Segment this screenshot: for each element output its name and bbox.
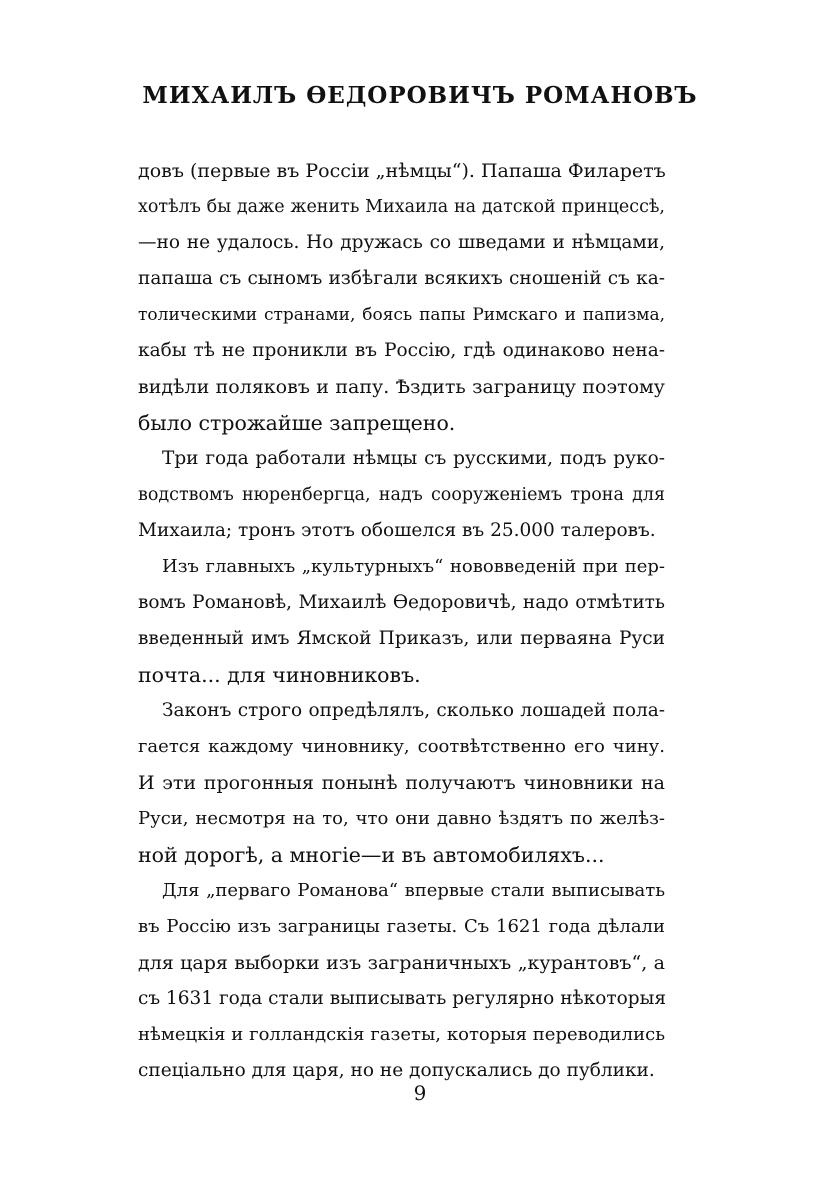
text-line: нѣмецкiя и голландскiя газеты, которыя переводились	[138, 1024, 665, 1045]
text-line: водствомъ нюренбергца, надъ сооруженiемъ трона для	[138, 485, 665, 505]
text-line: Изъ главныхъ „культурныхъ“ нововведенiй при пер-	[162, 556, 665, 577]
text-line: гается каждому чиновнику, соотвѣтственно его чину.	[138, 736, 665, 757]
text-line: кабы тѣ не проникли въ Россiю, гдѣ одинаково нена-	[138, 340, 665, 361]
text-line: съ 1631 года стали выписывать регулярно нѣкоторыя	[138, 988, 666, 1009]
text-line: было строжайше запрещено.	[138, 411, 456, 435]
text-line: Руси, несмотря на то, что они давно ѣздятъ по желѣз-	[138, 808, 665, 829]
running-header: МИХАИЛЪ ӨЕДОРОВИЧЪ РОМАНОВЪ	[142, 82, 698, 109]
text-line: Законъ строго опредѣлялъ, сколько лошадей пола-	[162, 700, 665, 721]
text-line: папаша съ сыномъ избѣгали всякихъ сношенiй съ ка-	[138, 268, 665, 289]
text-line: въ Россiю изъ заграницы газеты. Съ 1621 года дѣлали	[138, 916, 665, 937]
text-line: ной дорогѣ, а многiе—и въ автомобиляхъ...	[138, 843, 605, 867]
text-line: почта... для чиновниковъ.	[138, 663, 421, 687]
text-line: довъ (первые въ Россiи „нѣмцы“). Папаша Филаретъ	[138, 160, 666, 182]
text-line: спецiально для царя, но не допускались до публики.	[138, 1060, 655, 1081]
text-line: Три года работали нѣмцы съ русскими, подъ руко-	[162, 448, 665, 469]
text-line: Михаила; тронъ этотъ обошелся въ 25.000 талеровъ.	[138, 520, 656, 541]
text-line: для царя выборки изъ заграничныхъ „курантовъ“, а	[138, 952, 665, 974]
text-line: видѣли поляковъ и папу. Ѣздить заграницу поэтому	[138, 376, 665, 398]
page-number: 9	[413, 1081, 427, 1105]
text-line: вомъ Романовѣ, Михаилѣ Өедоровичѣ, надо отмѣтить	[138, 592, 665, 613]
text-line: И эти прогонныя понынѣ получаютъ чиновники на	[138, 772, 665, 794]
text-line: введенный имъ Ямской Приказъ, или перваяна Руси	[138, 628, 665, 649]
text-line: —но не удалось. Но дружась со шведами и нѣмцами,	[138, 232, 665, 253]
text-line: Для „перваго Романова“ впервые стали выписывать	[162, 880, 665, 901]
text-line: толическими странами, боясь папы Римскаго и папизма,	[138, 305, 665, 325]
text-line: хотѣлъ бы даже женить Михаила на датской принцессѣ,	[138, 197, 665, 217]
